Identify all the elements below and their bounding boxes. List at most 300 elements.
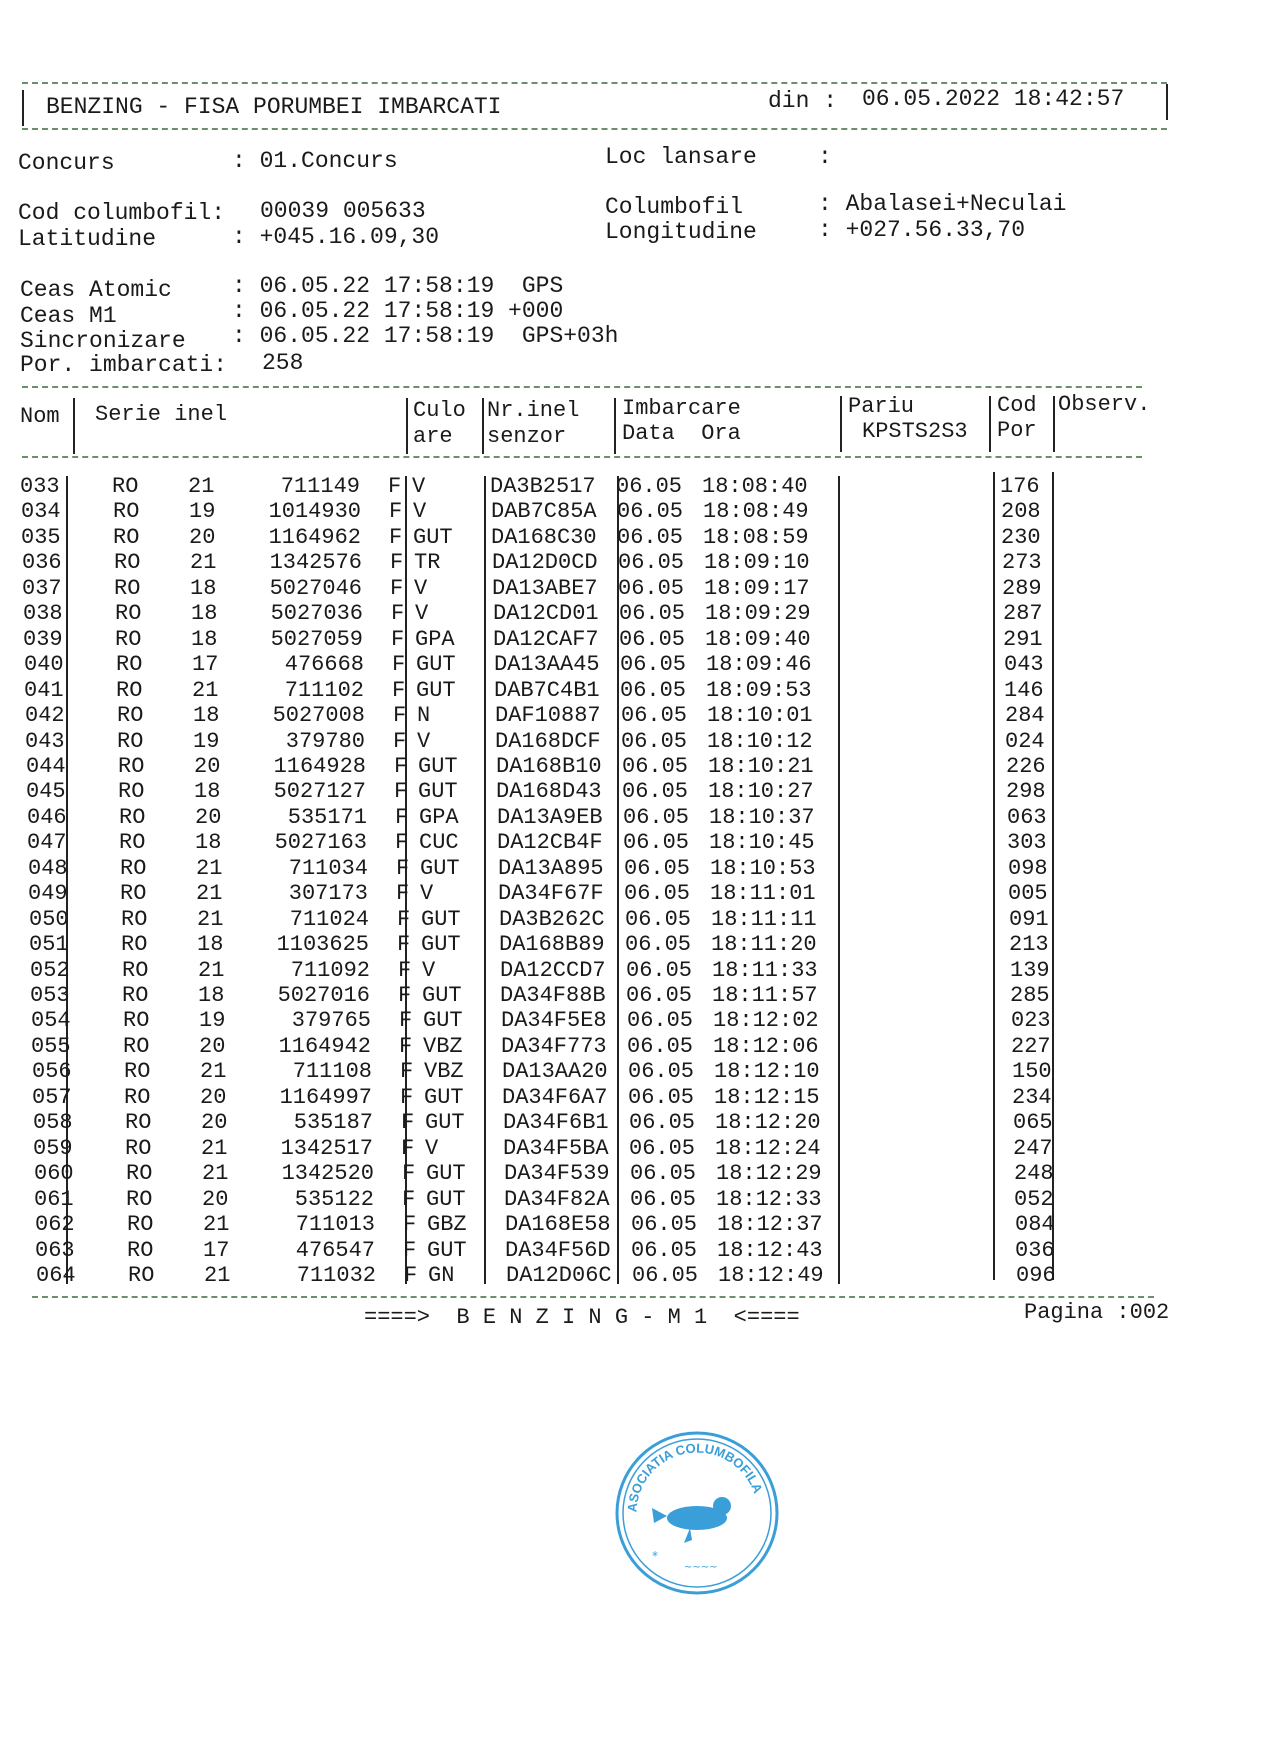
row-sex: F xyxy=(393,728,407,754)
row-country: RO xyxy=(114,575,141,601)
row-color: V xyxy=(422,957,436,983)
row-nom: 053 xyxy=(30,983,70,1008)
row-ring-number: 711013 xyxy=(295,1212,375,1238)
row-nom: 040 xyxy=(24,652,64,678)
row-sensor: DA34F5BA xyxy=(503,1135,609,1161)
row-sex: F xyxy=(399,1008,413,1034)
row-date: 06.05 xyxy=(627,1008,694,1034)
row-date: 06.05 xyxy=(623,830,690,856)
svg-text:*: * xyxy=(652,1549,658,1563)
row-sensor: DAB7C85A xyxy=(491,499,597,525)
row-year: 20 xyxy=(195,804,222,830)
row-time: 18:12:06 xyxy=(713,1033,819,1059)
row-date: 06.05 xyxy=(621,728,688,754)
row-sensor: DA34F539 xyxy=(504,1161,610,1187)
row-sex: F xyxy=(395,804,409,830)
pigeon-icon xyxy=(652,1497,731,1543)
row-year: 21 xyxy=(192,677,219,703)
row-time: 18:12:29 xyxy=(716,1161,822,1187)
col-header-serie: Serie inel xyxy=(95,402,228,427)
row-ring-number: 1164962 xyxy=(268,524,361,550)
row-ring-number: 5027016 xyxy=(277,983,370,1008)
row-date: 06.05 xyxy=(617,524,684,550)
row-color: GUT xyxy=(416,652,456,678)
col-header-nrinel: Nr.inel xyxy=(487,398,580,423)
row-year: 20 xyxy=(202,1186,229,1212)
row-sex: F xyxy=(401,1135,415,1161)
row-country: RO xyxy=(125,1135,152,1161)
row-color: GUT xyxy=(423,1008,463,1034)
header-right-bar xyxy=(1166,84,1168,120)
sincronizare-value: : 06.05.22 17:58:19 GPS+03h xyxy=(232,323,619,349)
row-cod: 091 xyxy=(1009,906,1049,932)
row-nom: 049 xyxy=(28,881,68,907)
row-sensor: DA168B10 xyxy=(496,753,602,779)
row-date: 06.05 xyxy=(632,1262,699,1288)
row-ring-number: 5027008 xyxy=(272,703,365,729)
row-nom: 045 xyxy=(26,779,66,805)
row-nom: 055 xyxy=(31,1033,71,1059)
row-color: V xyxy=(412,474,426,499)
row-sex: F xyxy=(390,575,404,601)
row-year: 17 xyxy=(203,1237,230,1263)
row-color: TR xyxy=(414,550,441,576)
row-year: 19 xyxy=(189,499,216,525)
row-sex: F xyxy=(393,703,407,729)
longitudine-value: : +027.56.33,70 xyxy=(818,217,1026,243)
row-nom: 039 xyxy=(23,626,63,652)
row-cod: 247 xyxy=(1013,1135,1053,1161)
row-nom: 050 xyxy=(29,906,69,932)
row-sex: F xyxy=(398,983,412,1008)
row-sensor: DA34F56D xyxy=(505,1237,611,1263)
row-cod: 036 xyxy=(1015,1237,1055,1263)
row-country: RO xyxy=(121,906,148,932)
row-country: RO xyxy=(122,957,149,983)
row-sensor: DA12CCD7 xyxy=(500,957,606,983)
row-date: 06.05 xyxy=(622,779,689,805)
row-sex: F xyxy=(402,1161,416,1187)
col-sep xyxy=(840,396,842,452)
row-date: 06.05 xyxy=(630,1186,697,1212)
row-time: 18:10:53 xyxy=(710,855,816,881)
table-header-bottom-rule xyxy=(22,456,1142,458)
col-sep xyxy=(482,398,484,454)
latitudine-value: : +045.16.09,30 xyxy=(232,224,440,250)
row-nom: 035 xyxy=(21,524,61,550)
row-country: RO xyxy=(115,601,142,627)
row-time: 18:10:37 xyxy=(709,804,815,830)
col-header-imbarcare-2: Data Ora xyxy=(622,421,741,446)
row-ring-number: 711092 xyxy=(290,957,370,983)
row-sensor: DA13ABE7 xyxy=(492,575,598,601)
row-sensor: DA34F773 xyxy=(501,1033,607,1059)
row-sensor: DA13AA45 xyxy=(494,652,600,678)
row-color: GUT xyxy=(413,524,453,550)
row-country: RO xyxy=(125,1110,152,1136)
row-date: 06.05 xyxy=(625,932,692,958)
row-sensor: DA34F88B xyxy=(500,983,606,1008)
row-sensor: DA168D43 xyxy=(496,779,602,805)
row-cod: 098 xyxy=(1008,855,1048,881)
row-sensor: DA34F6A7 xyxy=(502,1084,608,1110)
row-sex: F xyxy=(401,1110,415,1136)
row-time: 18:09:10 xyxy=(704,550,810,576)
row-color: V xyxy=(425,1135,439,1161)
row-year: 21 xyxy=(196,855,223,881)
row-ring-number: 5027059 xyxy=(270,626,363,652)
row-ring-number: 1342520 xyxy=(281,1161,374,1187)
row-country: RO xyxy=(119,830,146,856)
row-nom: 037 xyxy=(22,575,62,601)
row-year: 18 xyxy=(197,932,224,958)
row-country: RO xyxy=(121,932,148,958)
row-year: 18 xyxy=(193,703,220,729)
row-date: 06.05 xyxy=(624,881,691,907)
row-cod: 208 xyxy=(1001,499,1041,525)
col-sep xyxy=(989,396,991,452)
col-sep-body xyxy=(484,476,486,1284)
row-ring-number: 307173 xyxy=(288,881,368,907)
row-ring-number: 5027127 xyxy=(273,779,366,805)
ceas-m1-label: Ceas M1 xyxy=(20,303,117,329)
col-header-pariu-2: KPSTS2S3 xyxy=(862,419,968,444)
row-date: 06.05 xyxy=(619,601,686,627)
row-ring-number: 1164997 xyxy=(279,1084,372,1110)
row-time: 18:12:02 xyxy=(713,1008,819,1034)
row-ring-number: 5027163 xyxy=(274,830,367,856)
row-nom: 064 xyxy=(36,1262,76,1288)
row-nom: 042 xyxy=(25,703,65,729)
row-nom: 059 xyxy=(33,1135,73,1161)
document-title: BENZING - FISA PORUMBEI IMBARCATI xyxy=(46,94,502,120)
columbofil-label: Columbofil xyxy=(605,194,744,220)
row-year: 21 xyxy=(188,474,215,499)
row-cod: 303 xyxy=(1007,830,1047,856)
date-value: 06.05.2022 18:42:57 xyxy=(862,86,1125,112)
row-year: 18 xyxy=(195,830,222,856)
row-cod: 273 xyxy=(1002,550,1042,576)
row-color: VBZ xyxy=(424,1059,464,1085)
col-sep xyxy=(1053,396,1055,452)
row-year: 21 xyxy=(200,1059,227,1085)
row-year: 21 xyxy=(202,1161,229,1187)
row-time: 18:12:10 xyxy=(714,1059,820,1085)
loc-lansare-value: : xyxy=(818,144,832,170)
row-date: 06.05 xyxy=(628,1059,695,1085)
row-nom: 062 xyxy=(35,1212,75,1238)
page-number: Pagina :002 xyxy=(1024,1300,1170,1325)
row-country: RO xyxy=(117,703,144,729)
row-color: V xyxy=(420,881,434,907)
row-ring-number: 711108 xyxy=(292,1059,372,1085)
row-cod: 139 xyxy=(1010,957,1050,983)
row-sensor: DA3B262C xyxy=(499,906,605,932)
columbofil-value: : Abalasei+Neculai xyxy=(818,191,1067,217)
row-cod: 052 xyxy=(1014,1186,1054,1212)
row-country: RO xyxy=(115,626,142,652)
stamp-text: ASOCIATIA COLUMBOFILA xyxy=(624,1440,766,1513)
row-color: GUT xyxy=(426,1186,466,1212)
row-cod: 176 xyxy=(1000,474,1040,499)
row-year: 18 xyxy=(191,601,218,627)
row-date: 06.05 xyxy=(619,626,686,652)
col-header-cod: Cod xyxy=(997,393,1037,418)
row-ring-number: 1164942 xyxy=(278,1033,371,1059)
row-year: 20 xyxy=(200,1084,227,1110)
row-date: 06.05 xyxy=(621,703,688,729)
row-time: 18:11:11 xyxy=(711,906,817,932)
row-time: 18:12:49 xyxy=(718,1262,824,1288)
row-time: 18:09:40 xyxy=(705,626,811,652)
row-cod: 213 xyxy=(1009,932,1049,958)
svg-text:~~~~: ~~~~ xyxy=(684,1562,718,1573)
row-sex: F xyxy=(392,652,406,678)
row-date: 06.05 xyxy=(629,1110,696,1136)
row-date: 06.05 xyxy=(630,1161,697,1187)
row-country: RO xyxy=(120,881,147,907)
row-cod: 248 xyxy=(1014,1161,1054,1187)
row-date: 06.05 xyxy=(618,550,685,576)
row-cod: 043 xyxy=(1004,652,1044,678)
row-sensor: DA13A895 xyxy=(498,855,604,881)
row-nom: 061 xyxy=(34,1186,74,1212)
row-year: 21 xyxy=(204,1262,231,1288)
row-time: 18:10:45 xyxy=(709,830,815,856)
col-header-cod-2: Por xyxy=(997,418,1037,443)
row-time: 18:11:33 xyxy=(712,957,818,983)
row-ring-number: 1164928 xyxy=(273,753,366,779)
row-nom: 036 xyxy=(22,550,62,576)
row-cod: 226 xyxy=(1006,753,1046,779)
row-sex: F xyxy=(392,677,406,703)
row-color: V xyxy=(417,728,431,754)
loc-lansare-label: Loc lansare xyxy=(605,144,757,170)
row-color: GN xyxy=(428,1262,455,1288)
row-time: 18:08:49 xyxy=(703,499,809,525)
row-country: RO xyxy=(122,983,149,1008)
row-color: N xyxy=(417,703,431,729)
row-country: RO xyxy=(126,1186,153,1212)
longitudine-label: Longitudine xyxy=(605,219,757,245)
concurs-label: Concurs xyxy=(18,150,115,176)
row-date: 06.05 xyxy=(618,575,685,601)
row-date: 06.05 xyxy=(617,499,684,525)
row-sex: F xyxy=(397,906,411,932)
row-color: GUT xyxy=(424,1084,464,1110)
latitudine-label: Latitudine xyxy=(18,226,157,252)
association-stamp xyxy=(612,1428,782,1598)
col-sep xyxy=(614,398,616,454)
row-year: 20 xyxy=(194,753,221,779)
row-date: 06.05 xyxy=(629,1135,696,1161)
header-left-bar xyxy=(22,90,24,126)
row-color: GUT xyxy=(421,906,461,932)
row-year: 21 xyxy=(190,550,217,576)
ceas-m1-value: : 06.05.22 17:58:19 +000 xyxy=(232,298,564,324)
row-cod: 227 xyxy=(1011,1033,1051,1059)
row-year: 20 xyxy=(201,1110,228,1136)
row-time: 18:09:29 xyxy=(705,601,811,627)
ceas-atomic-value: : 06.05.22 17:58:19 GPS xyxy=(232,273,564,299)
row-sensor: DA12CB4F xyxy=(497,830,603,856)
row-ring-number: 1103625 xyxy=(276,932,369,958)
row-sex: F xyxy=(398,957,412,983)
col-header-imbarcare: Imbarcare xyxy=(622,396,741,421)
row-country: RO xyxy=(128,1262,155,1288)
row-time: 18:10:12 xyxy=(707,728,813,754)
row-sex: F xyxy=(397,932,411,958)
row-nom: 052 xyxy=(30,957,70,983)
row-nom: 043 xyxy=(25,728,65,754)
row-country: RO xyxy=(116,677,143,703)
row-nom: 063 xyxy=(35,1237,75,1263)
col-sep-body xyxy=(838,476,840,1284)
row-country: RO xyxy=(123,1033,150,1059)
row-country: RO xyxy=(120,855,147,881)
row-sex: F xyxy=(389,524,403,550)
row-country: RO xyxy=(126,1161,153,1187)
row-date: 06.05 xyxy=(631,1212,698,1238)
row-cod: 024 xyxy=(1005,728,1045,754)
row-country: RO xyxy=(117,728,144,754)
row-cod: 063 xyxy=(1007,804,1047,830)
row-year: 21 xyxy=(198,957,225,983)
ceas-atomic-label: Ceas Atomic xyxy=(20,277,172,303)
row-year: 21 xyxy=(203,1212,230,1238)
row-year: 20 xyxy=(199,1033,226,1059)
col-header-nom: Nom xyxy=(20,404,60,429)
row-cod: 291 xyxy=(1003,626,1043,652)
row-sex: F xyxy=(399,1033,413,1059)
row-cod: 284 xyxy=(1005,703,1045,729)
row-time: 18:12:24 xyxy=(715,1135,821,1161)
row-ring-number: 476547 xyxy=(295,1237,375,1263)
row-date: 06.05 xyxy=(624,855,691,881)
row-nom: 054 xyxy=(31,1008,71,1034)
row-time: 18:11:20 xyxy=(711,932,817,958)
row-cod: 287 xyxy=(1003,601,1043,627)
row-time: 18:09:53 xyxy=(706,677,812,703)
row-color: V xyxy=(414,575,428,601)
row-ring-number: 476668 xyxy=(284,652,364,678)
row-nom: 044 xyxy=(26,753,66,779)
row-year: 18 xyxy=(198,983,225,1008)
row-year: 21 xyxy=(197,906,224,932)
row-date: 06.05 xyxy=(620,652,687,678)
row-time: 18:10:27 xyxy=(708,779,814,805)
row-sensor: DA34F67F xyxy=(498,881,604,907)
row-date: 06.05 xyxy=(627,1033,694,1059)
row-date: 06.05 xyxy=(616,474,683,499)
row-color: GUT xyxy=(420,855,460,881)
row-nom: 046 xyxy=(27,804,67,830)
sincronizare-label: Sincronizare xyxy=(20,328,186,354)
row-sensor: DA12D0CD xyxy=(492,550,598,576)
row-color: GUT xyxy=(421,932,461,958)
row-sex: F xyxy=(390,550,404,576)
row-country: RO xyxy=(118,753,145,779)
row-country: RO xyxy=(112,474,139,499)
row-cod: 084 xyxy=(1015,1212,1055,1238)
row-color: GUT xyxy=(416,677,456,703)
row-time: 18:10:21 xyxy=(708,753,814,779)
row-sex: F xyxy=(394,779,408,805)
col-sep xyxy=(73,398,75,454)
row-sensor: DA34F6B1 xyxy=(503,1110,609,1136)
header-bottom-rule xyxy=(22,128,1167,130)
row-sex: F xyxy=(394,753,408,779)
row-color: GUT xyxy=(422,983,462,1008)
row-color: GUT xyxy=(426,1161,466,1187)
row-sex: F xyxy=(404,1262,418,1288)
row-nom: 034 xyxy=(21,499,61,525)
row-sex: F xyxy=(388,474,402,499)
row-time: 18:12:33 xyxy=(716,1186,822,1212)
row-sensor: DA12CD01 xyxy=(493,601,599,627)
row-color: V xyxy=(413,499,427,525)
row-sensor: DA3B2517 xyxy=(490,474,596,499)
row-country: RO xyxy=(124,1059,151,1085)
row-country: RO xyxy=(114,550,141,576)
concurs-value: : 01.Concurs xyxy=(232,148,398,174)
row-date: 06.05 xyxy=(623,804,690,830)
row-ring-number: 535171 xyxy=(287,804,367,830)
row-nom: 056 xyxy=(32,1059,72,1085)
row-time: 18:12:43 xyxy=(717,1237,823,1263)
row-cod: 096 xyxy=(1016,1262,1056,1288)
row-cod: 289 xyxy=(1002,575,1042,601)
row-cod: 023 xyxy=(1011,1008,1051,1034)
row-sensor: DA168DCF xyxy=(495,728,601,754)
row-time: 18:12:15 xyxy=(714,1084,820,1110)
row-ring-number: 535187 xyxy=(293,1110,373,1136)
table-bottom-rule xyxy=(32,1296,1154,1298)
row-cod: 298 xyxy=(1006,779,1046,805)
row-nom: 051 xyxy=(29,932,69,958)
row-nom: 058 xyxy=(33,1110,73,1136)
por-imbarcati-label: Por. imbarcati: xyxy=(20,352,228,378)
row-sensor: DA168B89 xyxy=(499,932,605,958)
row-color: CUC xyxy=(419,830,459,856)
row-sensor: DA168E58 xyxy=(505,1212,611,1238)
row-nom: 047 xyxy=(27,830,67,856)
row-date: 06.05 xyxy=(620,677,687,703)
row-nom: 041 xyxy=(24,677,64,703)
row-time: 18:11:57 xyxy=(712,983,818,1008)
row-country: RO xyxy=(127,1237,154,1263)
row-year: 18 xyxy=(190,575,217,601)
row-date: 06.05 xyxy=(625,906,692,932)
row-nom: 057 xyxy=(32,1084,72,1110)
col-sep-body xyxy=(993,472,995,1280)
row-country: RO xyxy=(119,804,146,830)
row-sex: F xyxy=(396,881,410,907)
row-sensor: DA13AA20 xyxy=(502,1059,608,1085)
table-header-top-rule xyxy=(22,386,1142,388)
row-sex: F xyxy=(391,601,405,627)
col-header-culo-2: are xyxy=(413,424,453,449)
col-sep xyxy=(406,398,408,454)
col-header-observ: Observ. xyxy=(1058,392,1151,417)
row-sex: F xyxy=(403,1212,417,1238)
row-sex: F xyxy=(403,1237,417,1263)
row-cod: 065 xyxy=(1013,1110,1053,1136)
date-label: din : xyxy=(768,88,838,114)
row-color: GUT xyxy=(418,753,458,779)
row-country: RO xyxy=(116,652,143,678)
row-nom: 048 xyxy=(28,855,68,881)
